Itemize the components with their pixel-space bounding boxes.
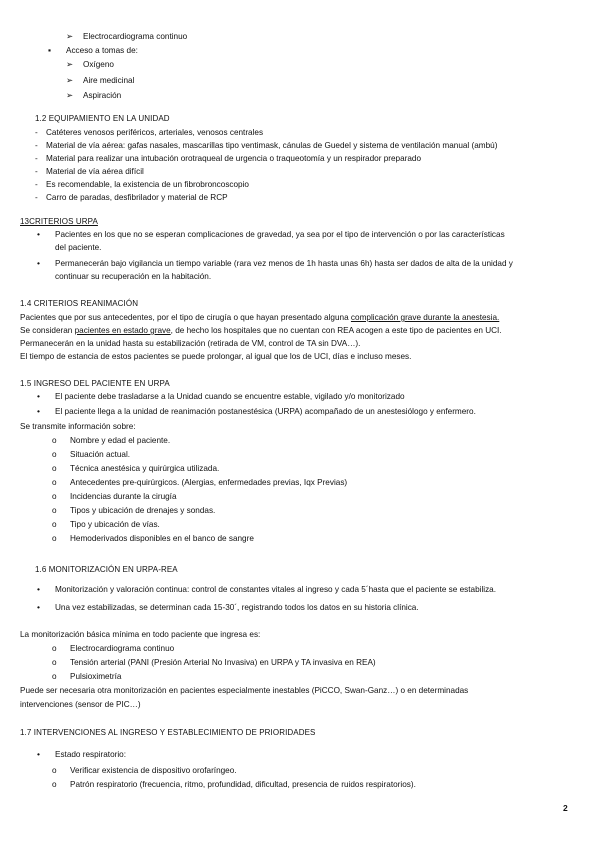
- paragraph-line: La monitorización básica mínima en todo paciente que ingresa es:: [20, 630, 261, 639]
- section-title: 1.2 EQUIPAMIENTO EN LA UNIDAD: [35, 114, 170, 123]
- circle-bullet-icon: o: [52, 780, 57, 789]
- section-title: 1.7 INTERVENCIONES AL INGRESO Y ESTABLECIMIENTO DE PRIORIDADES: [20, 728, 316, 737]
- list-item: Patrón respiratorio (frecuencia, ritmo, profundidad, dificultad, presencia de ruidos respiratorios).: [70, 780, 416, 789]
- dash-bullet-icon: -: [35, 128, 38, 137]
- circle-bullet-icon: o: [52, 534, 57, 543]
- arrow-bullet-icon: ➢: [66, 31, 74, 41]
- list-item: Tipos y ubicación de drenajes y sondas.: [70, 506, 216, 515]
- section-title: 1.4 CRITERIOS REANIMACIÓN: [20, 299, 139, 308]
- dash-bullet-icon: -: [35, 141, 38, 150]
- circle-bullet-icon: o: [52, 450, 57, 459]
- dash-bullet-icon: -: [35, 154, 38, 163]
- list-item: Hemoderivados disponibles en el banco de sangre: [70, 534, 254, 543]
- paragraph-line: Permanecerán en la unidad hasta su estabilización (retirada de VM, control de TA sin DVA…).: [20, 339, 361, 348]
- paragraph-line: Se consideran pacientes en estado grave, de hecho los hospitales que no cuentan con REA acogen a este tipo de pacientes en UCI.: [20, 326, 502, 335]
- bullet-icon: •: [37, 749, 40, 759]
- list-item: Material de vía aérea: gafas nasales, mascarillas tipo ventimask, cánulas de Guedel y sistema de ventilación manual (ambú): [46, 141, 498, 150]
- list-item: Catéteres venosos periféricos, arteriales, venosos centrales: [46, 128, 264, 137]
- bullet-icon: •: [37, 602, 40, 612]
- list-item: Es recomendable, la existencia de un fibrobroncoscopio: [46, 180, 249, 189]
- square-bullet-icon: ▪: [48, 45, 52, 55]
- paragraph-line: El tiempo de estancia de estos pacientes se puede prolongar, al igual que los de UCI, días e incluso meses.: [20, 352, 412, 361]
- dash-bullet-icon: -: [35, 193, 38, 202]
- paragraph-line: Pacientes que por sus antecedentes, por el tipo de cirugía o que hayan presentado alguna complicación grave durante la anestesia.: [20, 313, 500, 322]
- list-item: Nombre y edad el paciente.: [70, 436, 171, 445]
- list-item: Verificar existencia de dispositivo orofaríngeo.: [70, 766, 237, 775]
- list-item: Aire medicinal: [83, 76, 135, 85]
- circle-bullet-icon: o: [52, 644, 57, 653]
- list-item: Pulsioximetría: [70, 672, 122, 681]
- bullet-icon: •: [37, 391, 40, 401]
- list-item: El paciente llega a la unidad de reanimación postanestésica (URPA) acompañado de un anestesiólogo y enfermero.: [55, 407, 476, 416]
- section-title: 1.6 MONITORIZACIÓN EN URPA-REA: [35, 565, 178, 574]
- list-item: Tensión arterial (PANI (Presión Arterial No Invasiva) en URPA y TA invasiva en REA): [70, 658, 376, 667]
- arrow-bullet-icon: ➢: [66, 75, 74, 85]
- paragraph-line: intervenciones (sensor de PIC…): [20, 700, 141, 709]
- bullet-icon: •: [37, 229, 40, 239]
- section-title: 13CRITERIOS URPA: [20, 217, 98, 226]
- list-item: Material de vía aérea difícil: [46, 167, 144, 176]
- circle-bullet-icon: o: [52, 520, 57, 529]
- circle-bullet-icon: o: [52, 478, 57, 487]
- circle-bullet-icon: o: [52, 464, 57, 473]
- list-item: Incidencias durante la cirugía: [70, 492, 177, 501]
- paragraph-line: Puede ser necesaria otra monitorización en pacientes especialmente inestables (PiCCO, Swan-Ganz…) o en determinadas: [20, 686, 469, 695]
- list-item: Oxígeno: [83, 60, 114, 69]
- list-item: Estado respiratorio:: [55, 750, 126, 759]
- arrow-bullet-icon: ➢: [66, 90, 74, 100]
- page-number: 2: [563, 803, 568, 813]
- list-item: Situación actual.: [70, 450, 131, 459]
- list-item: Acceso a tomas de:: [66, 46, 138, 55]
- list-item: Pacientes en los que no se esperan complicaciones de gravedad, ya sea por el tipo de intervención o por las características: [55, 230, 505, 239]
- circle-bullet-icon: o: [52, 672, 57, 681]
- bullet-icon: •: [37, 584, 40, 594]
- list-item: Electrocardiograma continuo: [70, 644, 175, 653]
- dash-bullet-icon: -: [35, 167, 38, 176]
- list-item-continuation: del paciente.: [55, 243, 102, 252]
- arrow-bullet-icon: ➢: [66, 59, 74, 69]
- list-item: Aspiración: [83, 91, 122, 100]
- circle-bullet-icon: o: [52, 492, 57, 501]
- list-item: Técnica anestésica y quirúrgica utilizada.: [70, 464, 220, 473]
- list-item: Monitorización y valoración continua: control de constantes vitales al ingreso y cada 5´hasta que el paciente se estabiliza.: [55, 585, 497, 594]
- list-item: Permanecerán bajo vigilancia un tiempo variable (rara vez menos de 1h hasta unas 6h) hasta ser dados de alta de la unidad y: [55, 259, 513, 268]
- circle-bullet-icon: o: [52, 506, 57, 515]
- section-title: 1.5 INGRESO DEL PACIENTE EN URPA: [20, 379, 170, 388]
- list-item: El paciente debe trasladarse a la Unidad cuando se encuentre estable, vigilado y/o monitorizado: [55, 392, 405, 401]
- dash-bullet-icon: -: [35, 180, 38, 189]
- list-item: Tipo y ubicación de vías.: [70, 520, 160, 529]
- bullet-icon: •: [37, 406, 40, 416]
- list-item: Material para realizar una intubación orotraqueal de urgencia o traqueotomía y un respirador preparado: [46, 154, 422, 163]
- circle-bullet-icon: o: [52, 766, 57, 775]
- paragraph-line: Se transmite información sobre:: [20, 422, 136, 431]
- list-item: Carro de paradas, desfibrilador y material de RCP: [46, 193, 228, 202]
- list-item: Electrocardiograma continuo: [83, 32, 188, 41]
- circle-bullet-icon: o: [52, 436, 57, 445]
- list-item: Una vez estabilizadas, se determinan cada 15-30´, registrando todos los datos en su historia clínica.: [55, 603, 419, 612]
- list-item-continuation: continuar su recuperación en la habitación.: [55, 272, 212, 281]
- circle-bullet-icon: o: [52, 658, 57, 667]
- bullet-icon: •: [37, 258, 40, 268]
- list-item: Antecedentes pre-quirúrgicos. (Alergias, enfermedades previas, Iqx Previas): [70, 478, 348, 487]
